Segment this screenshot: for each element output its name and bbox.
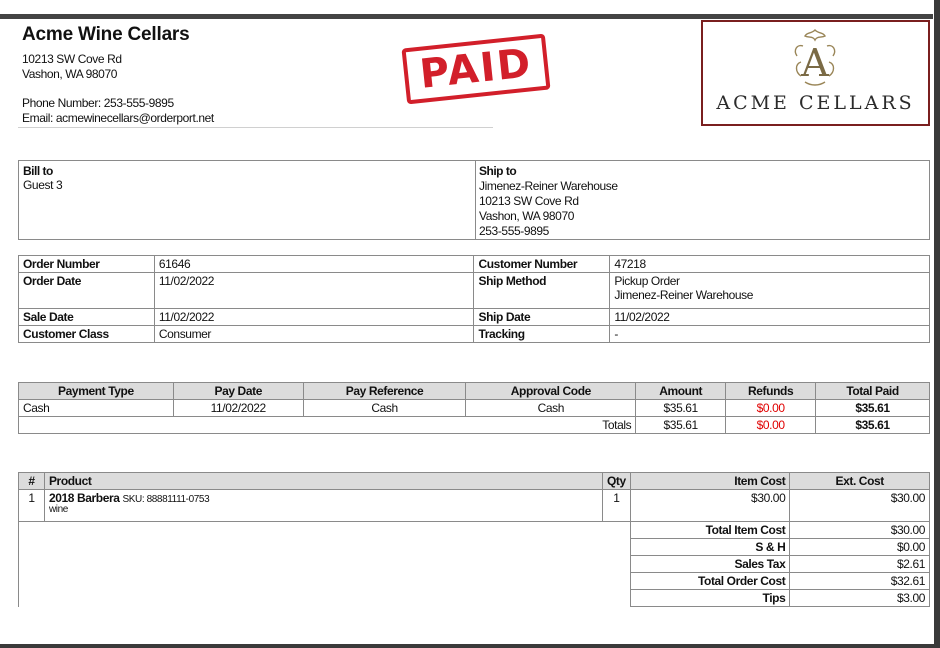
ship-method-label: Ship Method	[474, 273, 610, 309]
column-header: Approval Code	[466, 383, 636, 400]
item-number: 1	[19, 490, 45, 522]
tracking-value: -	[610, 326, 930, 343]
customer-number-label: Customer Number	[474, 256, 610, 273]
total-order-cost-label: Total Order Cost	[630, 573, 790, 590]
product-category: wine	[48, 504, 68, 515]
sales-tax-label: Sales Tax	[630, 556, 790, 573]
bottom-rule	[0, 644, 940, 648]
table-row	[19, 400, 930, 417]
ship-to-line: 10213 SW Cove Rd	[479, 194, 579, 208]
tracking-label: Tracking	[474, 326, 610, 343]
product-sku: SKU: 88881111-0753	[122, 494, 210, 505]
totals-refunds: $0.00	[726, 417, 816, 434]
column-header: Pay Reference	[303, 383, 466, 400]
total-item-cost-label: Total Item Cost	[630, 522, 790, 539]
ext-cost: $30.00	[790, 490, 930, 522]
company-phone: Phone Number: 253-555-9895	[22, 96, 174, 110]
header-separator	[18, 127, 493, 128]
items-table	[18, 472, 930, 607]
company-address-line2: Vashon, WA 98070	[22, 67, 118, 81]
totals-label: Totals	[19, 417, 636, 434]
bill-to-name: Guest 3	[23, 178, 63, 192]
table-row	[19, 309, 930, 326]
ship-method-value	[610, 273, 930, 309]
ship-method-line: Jimenez-Reiner Warehouse	[614, 288, 754, 302]
column-header: Item Cost	[630, 473, 790, 490]
ship-to-label: Ship to	[479, 164, 517, 178]
top-bar	[0, 0, 940, 18]
column-header: Refunds	[726, 383, 816, 400]
sale-date-value: 11/02/2022	[154, 309, 474, 326]
right-edge	[934, 0, 940, 648]
logo-text: ACME CELLARS	[716, 92, 915, 114]
pay-reference: Cash	[303, 400, 466, 417]
total-item-cost-value: $30.00	[790, 522, 930, 539]
pay-date: 11/02/2022	[173, 400, 303, 417]
order-date-label: Order Date	[19, 273, 155, 309]
column-header: Payment Type	[19, 383, 174, 400]
column-header: Qty	[603, 473, 631, 490]
company-logo	[701, 20, 930, 126]
totals-total-paid: $35.61	[816, 417, 930, 434]
sales-tax-value: $2.61	[790, 556, 930, 573]
product-cell	[44, 490, 602, 522]
company-address-line1: 10213 SW Cove Rd	[22, 52, 122, 66]
totals-row	[19, 417, 930, 434]
table-row	[19, 326, 930, 343]
tips-label: Tips	[630, 590, 790, 607]
ship-date-label: Ship Date	[474, 309, 610, 326]
monogram-icon	[783, 26, 847, 88]
payments-table	[18, 382, 930, 434]
summary-spacer	[19, 522, 631, 607]
ship-to-line: 253-555-9895	[479, 224, 549, 238]
tips-value: $3.00	[790, 590, 930, 607]
item-cost: $30.00	[630, 490, 790, 522]
refunds: $0.00	[726, 400, 816, 417]
item-qty: 1	[603, 490, 631, 522]
approval-code: Cash	[466, 400, 636, 417]
ship-to-line: Vashon, WA 98070	[479, 209, 575, 223]
table-header-row	[19, 473, 930, 490]
totals-amount: $35.61	[636, 417, 726, 434]
order-number-value: 61646	[154, 256, 474, 273]
amount: $35.61	[636, 400, 726, 417]
column-header: Total Paid	[816, 383, 930, 400]
column-header: Product	[44, 473, 602, 490]
paid-stamp: PAID	[401, 34, 550, 105]
column-header: Amount	[636, 383, 726, 400]
top-rule	[0, 14, 933, 19]
sh-value: $0.00	[790, 539, 930, 556]
bill-ship-box	[18, 160, 930, 240]
total-order-cost-value: $32.61	[790, 573, 930, 590]
svg-text:A: A	[801, 41, 829, 85]
table-row	[19, 256, 930, 273]
column-header: Ext. Cost	[790, 473, 930, 490]
customer-class-label: Customer Class	[19, 326, 155, 343]
column-header: Pay Date	[173, 383, 303, 400]
bill-to-section	[23, 164, 62, 192]
order-date-value: 11/02/2022	[154, 273, 474, 309]
bill-ship-divider	[475, 161, 476, 239]
column-header: #	[19, 473, 45, 490]
order-number-label: Order Number	[19, 256, 155, 273]
customer-class-value: Consumer	[154, 326, 474, 343]
summary-row	[19, 522, 930, 539]
order-info-table	[18, 255, 930, 343]
ship-to-line: Jimenez-Reiner Warehouse	[479, 179, 618, 193]
customer-number-value: 47218	[610, 256, 930, 273]
company-name: Acme Wine Cellars	[22, 24, 190, 45]
ship-method-line: Pickup Order	[614, 274, 680, 288]
bill-to-label: Bill to	[23, 164, 53, 178]
total-paid: $35.61	[816, 400, 930, 417]
ship-to-section	[479, 164, 618, 239]
payment-type: Cash	[19, 400, 174, 417]
table-row	[19, 490, 930, 522]
product-name: 2018 Barbera	[48, 491, 120, 505]
table-header-row	[19, 383, 930, 400]
ship-date-value: 11/02/2022	[610, 309, 930, 326]
sale-date-label: Sale Date	[19, 309, 155, 326]
table-row	[19, 273, 930, 309]
sh-label: S & H	[630, 539, 790, 556]
company-email: Email: acmewinecellars@orderport.net	[22, 111, 214, 125]
